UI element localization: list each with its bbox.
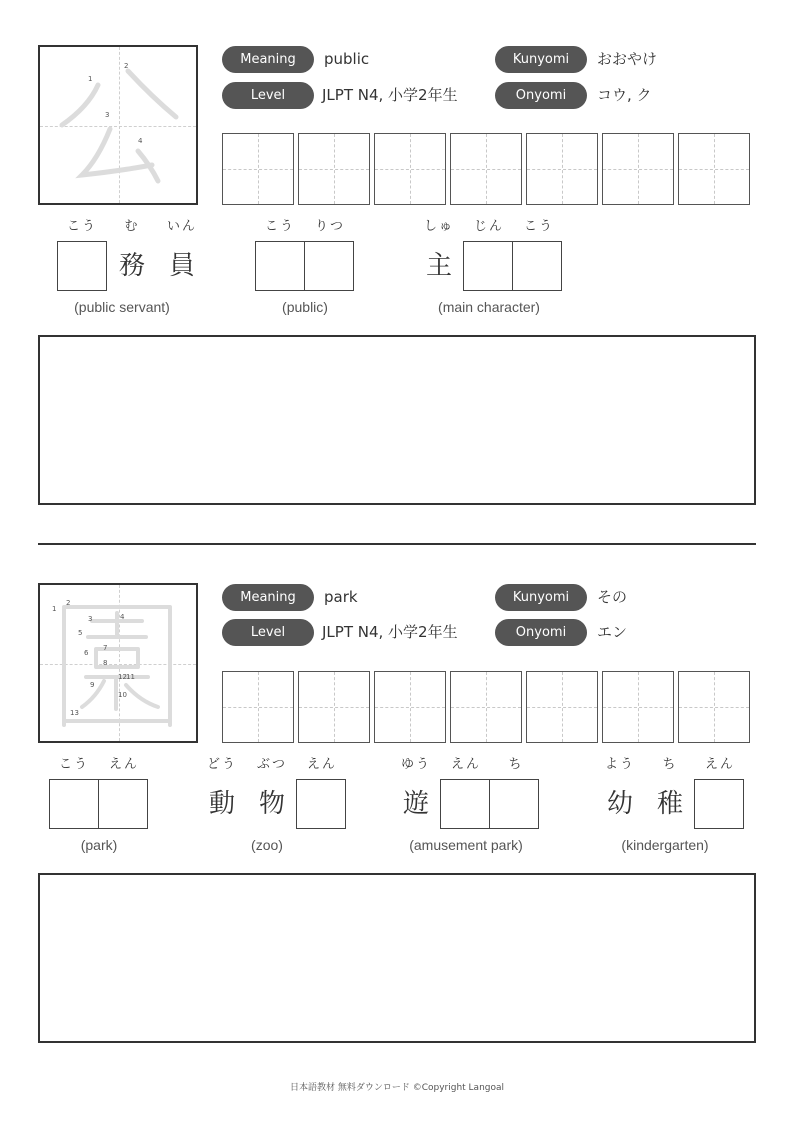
onyomi-value: エン — [597, 623, 628, 641]
stroke-number: 12 — [118, 673, 127, 681]
vocab-item — [255, 215, 355, 325]
vocab-char: 員 — [168, 251, 195, 281]
kunyomi-value: おおやけ — [597, 50, 658, 68]
furigana-syllable: む — [124, 219, 140, 234]
answer-box[interactable] — [49, 779, 99, 829]
stroke-number: 4 — [120, 613, 125, 621]
kanji-stroke-figure — [40, 585, 196, 741]
furigana — [595, 753, 745, 775]
stroke-number: 2 — [66, 599, 71, 607]
furigana-syllable: よう — [604, 757, 635, 772]
answer-box[interactable] — [304, 241, 354, 291]
vocab-char: 務 — [118, 251, 145, 281]
vocab-chars — [197, 779, 346, 829]
practice-cell[interactable] — [222, 133, 294, 205]
vocab-chars — [49, 779, 148, 829]
furigana — [255, 215, 355, 237]
meaning-pill: Meaning — [222, 584, 314, 611]
furigana-syllable: こう — [58, 757, 89, 772]
vocab-item — [57, 215, 207, 325]
vocab-chars — [595, 779, 744, 829]
vocab-gloss: (zoo) — [251, 837, 283, 853]
level-pill: Level — [222, 82, 314, 109]
practice-cell[interactable] — [298, 671, 370, 743]
practice-cell[interactable] — [678, 671, 750, 743]
stroke-number: 1 — [88, 75, 93, 83]
vocab-chars — [255, 241, 354, 291]
stroke-number: 5 — [78, 629, 83, 637]
vocab-chars — [57, 241, 207, 291]
answer-box[interactable] — [694, 779, 744, 829]
level-pill: Level — [222, 619, 314, 646]
practice-grid — [222, 671, 750, 743]
furigana-syllable: ぶつ — [256, 757, 287, 772]
stroke-number: 4 — [138, 137, 143, 145]
furigana — [414, 215, 564, 237]
vocab-gloss: (public servant) — [74, 299, 170, 315]
stroke-number: 13 — [70, 709, 79, 717]
meaning-value: public — [324, 50, 370, 68]
stroke-number: 11 — [126, 673, 135, 681]
stroke-number: 1 — [52, 605, 57, 613]
furigana-syllable: しゅ — [423, 219, 454, 234]
meaning-pill: Meaning — [222, 46, 314, 73]
furigana-syllable: こう — [66, 219, 97, 234]
furigana — [197, 753, 347, 775]
footer-copyright: 日本語教材 無料ダウンロード ©Copyright Langoal — [289, 1083, 505, 1093]
furigana-syllable: こう — [264, 219, 295, 234]
answer-box[interactable] — [296, 779, 346, 829]
onyomi-value: コウ, ク — [597, 86, 652, 104]
vocab-gloss: (amusement park) — [409, 837, 523, 853]
practice-cell[interactable] — [374, 133, 446, 205]
kanji-stroke-figure — [40, 47, 196, 203]
vocab-char: 幼 — [606, 789, 633, 819]
writing-area[interactable] — [38, 873, 756, 1043]
furigana-syllable: ち — [662, 757, 678, 772]
practice-cell[interactable] — [450, 671, 522, 743]
practice-cell[interactable] — [222, 671, 294, 743]
answer-box[interactable] — [440, 779, 490, 829]
furigana — [49, 753, 149, 775]
practice-cell[interactable] — [526, 671, 598, 743]
practice-cell[interactable] — [374, 671, 446, 743]
stroke-number: 3 — [88, 615, 93, 623]
stroke-number: 9 — [90, 681, 95, 689]
kunyomi-pill: Kunyomi — [495, 584, 587, 611]
kunyomi-pill: Kunyomi — [495, 46, 587, 73]
level-value: JLPT N4, 小学2年生 — [322, 623, 458, 641]
kanji-section-2 — [0, 538, 794, 1018]
furigana-syllable: こう — [523, 219, 554, 234]
answer-box[interactable] — [489, 779, 539, 829]
vocab-item — [391, 753, 541, 863]
vocab-gloss: (kindergarten) — [621, 837, 709, 853]
stroke-number: 8 — [103, 659, 108, 667]
practice-cell[interactable] — [298, 133, 370, 205]
vocab-char: 稚 — [656, 789, 683, 819]
furigana — [57, 215, 207, 237]
level-value: JLPT N4, 小学2年生 — [322, 86, 458, 104]
meaning-value: park — [324, 588, 358, 606]
furigana-syllable: えん — [704, 757, 735, 772]
vocab-item — [414, 215, 564, 325]
practice-cell[interactable] — [678, 133, 750, 205]
answer-box[interactable] — [512, 241, 562, 291]
furigana-syllable: えん — [108, 757, 139, 772]
vocab-gloss: (main character) — [438, 299, 540, 315]
vocab-gloss: (public) — [282, 299, 328, 315]
onyomi-pill: Onyomi — [495, 619, 587, 646]
furigana-syllable: どう — [206, 757, 237, 772]
stroke-number: 6 — [84, 649, 89, 657]
answer-box[interactable] — [98, 779, 148, 829]
vocab-char: 遊 — [402, 789, 429, 819]
furigana — [391, 753, 541, 775]
furigana-syllable: じん — [473, 219, 504, 234]
onyomi-pill: Onyomi — [495, 82, 587, 109]
furigana-syllable: えん — [306, 757, 337, 772]
furigana-syllable: えん — [450, 757, 481, 772]
stroke-order-diagram — [38, 45, 198, 205]
practice-cell[interactable] — [450, 133, 522, 205]
furigana-syllable: ゆう — [400, 757, 431, 772]
vocab-item — [197, 753, 347, 863]
stroke-number: 10 — [118, 691, 127, 699]
vocab-char: 主 — [425, 251, 452, 281]
kanji-character: 公 — [118, 131, 119, 132]
stroke-number: 7 — [103, 644, 108, 652]
vocab-char: 動 — [208, 789, 235, 819]
practice-cell[interactable] — [526, 133, 598, 205]
practice-cell[interactable] — [602, 671, 674, 743]
practice-cell[interactable] — [602, 133, 674, 205]
kanji-section-1 — [0, 0, 794, 480]
vocab-item — [49, 753, 149, 863]
writing-area[interactable] — [38, 335, 756, 505]
furigana-syllable: りつ — [314, 219, 345, 234]
kanji-character: 園 — [118, 669, 119, 670]
answer-box[interactable] — [463, 241, 513, 291]
answer-box[interactable] — [57, 241, 107, 291]
furigana-syllable: ち — [508, 757, 524, 772]
vocab-char: 物 — [258, 789, 285, 819]
stroke-number: 3 — [105, 111, 110, 119]
practice-grid — [222, 133, 750, 205]
vocab-gloss: (park) — [80, 837, 118, 853]
vocab-chars — [391, 779, 539, 829]
stroke-number: 2 — [124, 62, 129, 70]
vocab-chars — [414, 241, 562, 291]
furigana-syllable: いん — [166, 219, 197, 234]
kunyomi-value: その — [597, 588, 628, 606]
vocab-item — [595, 753, 745, 863]
answer-box[interactable] — [255, 241, 305, 291]
stroke-order-diagram — [38, 583, 198, 743]
